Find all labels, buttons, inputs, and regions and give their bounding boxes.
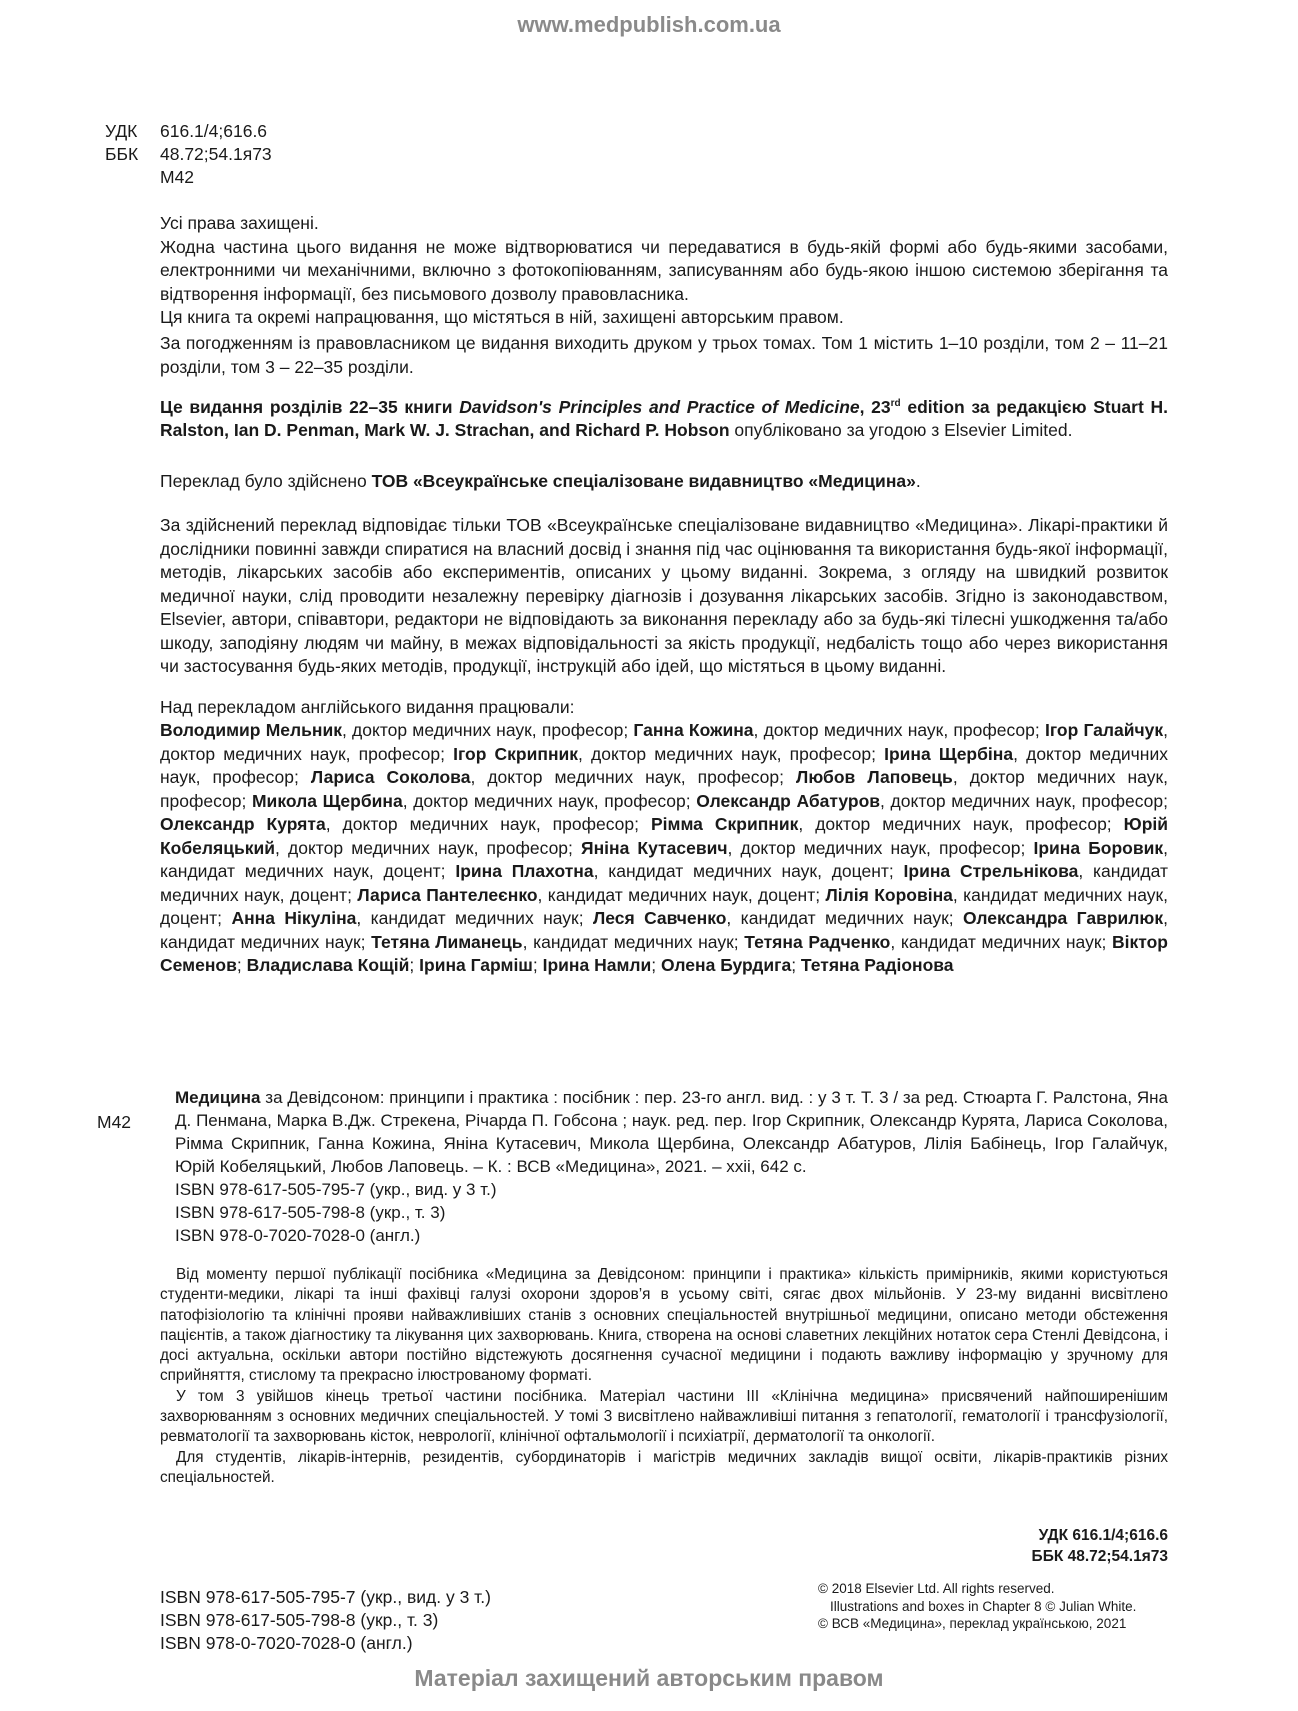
translators-list (160, 719, 1168, 978)
rights-protected: Ця книга та окремі напрацювання, що містяться в ній, захищені авторським правом. (160, 307, 844, 327)
translator-role: , доктор медичних наук, професор; (880, 790, 1168, 811)
translator-name: Лариса Пантелеєнко (357, 884, 538, 905)
translator-name: Анна Нікуліна (231, 908, 357, 928)
translator-role: ; (409, 955, 420, 975)
isbn-line: ISBN 978-617-505-795-7 (укр., вид. у 3 т.) (160, 1587, 491, 1607)
copyright-line: © ВСВ «Медицина», переклад українською, 2021 (818, 1616, 1127, 1631)
translator-name: Микола Щербина (251, 790, 403, 811)
edition-bold-3: edition за редакцією Stuart H. Ralston, Ian D. Penman, Mark W. J. Strachan, and Richard P. Hobson (160, 396, 1168, 441)
translator-role: , кандидат медичних наук; (890, 931, 1113, 952)
translator-role: , доктор медичних наук, професор; (160, 767, 1168, 811)
translator-role: , доктор медичних наук, професор; (798, 814, 1124, 834)
classification-codes (105, 120, 272, 189)
translator-name: Ірина Плахотна (455, 861, 594, 881)
catalog-title: Медицина (175, 1088, 261, 1107)
code-value: 616.1/4;616.6 (160, 121, 268, 141)
translator-role: , кандидат медичних наук; (160, 908, 1169, 952)
edition-rest: опубліковано за угодою з Elsevier Limited. (729, 420, 1073, 441)
translator-name: Леся Савченко (592, 908, 727, 928)
translator-name: Тетяна Радченко (744, 931, 891, 952)
translation-pre: Переклад було здійснено (160, 471, 372, 491)
translation-note (160, 470, 1168, 494)
translator-role: , доктор медичних наук, професор; (727, 837, 1034, 858)
code-key: УДК (105, 121, 138, 141)
translator-role: , доктор медичних наук, професор; (470, 767, 797, 787)
translator-name: Віктор Семенов (160, 931, 1168, 975)
disclaimer-text: За здійснений переклад відповідає тільки ТОВ «Всеукраїнське спеціалізоване видавництво «Медицина». Лікарі-практики й дослідники повинні завжди спиратися на власний досвід і знання під час оцінювання та використання будь-якої інформації, методів, лікарських засобів або експериментів, описаних у цьому виданні. Зокрема, з огляду на швидкий розвиток медичної науки, слід проводити незалежну перевірку діагнозів і дозування лікарських засобів. Згідно із законодавством, Elsevier, автори, співавтори, редактори не відповідають за виконання перекладу або за будь-які тілесні ушкодження та/або шкоду, заподіяну людям чи майну, в межах відповідальності за якість продукції, недбалість тощо або через використання чи застосування будь-яких методів, продукції, інструкцій або ідей, що містяться в цьому виданні. (160, 515, 1168, 676)
annotation (160, 1265, 1168, 1488)
translator-name: Яніна Кутасевич (581, 837, 728, 858)
annotation-paragraph: У том 3 увійшов кінець третьої частини посібника. Матеріал частини ІІІ «Клінічна медицина» присвячений найпоширенішим захворюванням з основних медичних спеціальностей. У томі 3 висвітлено найважливіші питання з гепатології, гематології і трансфузіології, ревматології та захворювань кісток, неврології, клінічної офтальмології і психіатрії, дерматології та онкології. (160, 1387, 1168, 1446)
translator-role: , доктор медичних наук, професор; (275, 837, 582, 858)
translator-role: , доктор медичних наук, професор; (325, 814, 651, 834)
classification-bottom (1032, 1526, 1168, 1567)
watermark-top: www.medpublish.com.ua (517, 12, 781, 37)
translator-name: Ірина Стрельнікова (903, 861, 1079, 881)
translator-name: Олена Бурдига (661, 955, 792, 975)
edition-bold-2: , 23 (859, 396, 891, 417)
edition-sup: rd (890, 398, 901, 409)
edition-bold-1: Це видання розділів 22–35 книги (160, 396, 460, 417)
translator-name: Олександра Гаврилюк (962, 908, 1164, 928)
translator-role: ; (791, 955, 801, 975)
udk-bottom: УДК 616.1/4;616.6 (1038, 1527, 1168, 1544)
translator-name: Ігор Скрипник (453, 743, 579, 764)
translator-name: Лілія Коровіна (825, 884, 953, 905)
volumes-text: За погодженням із правовласником це видання виходить друком у трьох томах. Том 1 містить 1–10 розділи, том 2 – 11–21 розділи, том 3 – 22–35 розділи. (160, 333, 1168, 377)
watermark-bottom: Матеріал захищений авторським правом (414, 1665, 884, 1691)
code-value: М42 (160, 167, 195, 187)
rights-text: Жодна частина цього видання не може відтворюватися чи передаватися в будь-якій формі або будь-якими засобами, електронними чи механічними, включно з фотокопіюванням, записуванням або будь-якою іншою системою зберігання та відтворення інформації, без письмового дозволу правовласника. (160, 236, 1168, 304)
bbk-row (105, 143, 272, 166)
translators-heading-text: Над перекладом англійського видання працювали: (160, 697, 575, 717)
translator-name: Ірина Намли (542, 955, 652, 975)
translation-publisher: ТОВ «Всеукраїнське спеціалізоване видавництво «Медицина» (371, 471, 916, 491)
catalog-code: М42 (97, 1112, 132, 1132)
translator-role: ; (651, 955, 662, 975)
translator-role: , доктор медичних наук, професор; (753, 720, 1045, 740)
translator-role: , кандидат медичних наук; (522, 931, 745, 952)
translator-role: ; (236, 955, 247, 975)
translation-post: . (915, 471, 921, 491)
translator-role: , доктор медичних наук, професор; (160, 720, 1169, 764)
translator-name: Любов Лаповець (796, 767, 953, 787)
copyright-line: Illustrations and boxes in Chapter 8 © Julian White. (830, 1598, 1137, 1614)
translator-name: Ірина Щербіна (884, 743, 1014, 764)
translator-role: , доктор медичних наук, професор; (402, 790, 697, 811)
translator-role: , доктор медичних наук, професор; (160, 743, 1168, 787)
code-key (105, 166, 160, 189)
translator-role: , доктор медичних наук, професор; (578, 743, 885, 764)
translator-name: Владислава Кощій (246, 955, 410, 975)
catalog-isbn: ISBN 978-0-7020-7028-0 (англ.) (175, 1226, 421, 1245)
translator-name: Лариса Соколова (310, 767, 471, 787)
translator-name: Ірина Боровик (1033, 837, 1164, 858)
translator-role: , кандидат медичних наук, доцент; (160, 837, 1168, 881)
copyright-block (818, 1580, 1136, 1633)
translator-role: , кандидат медичних наук; (356, 908, 593, 928)
translator-name: Ганна Кожина (633, 720, 754, 740)
translator-role: , кандидат медичних наук; (726, 908, 963, 928)
translator-name: Олександр Абатуров (696, 790, 881, 811)
book-title: Davidson's Principles and Practice of Medicine (459, 396, 860, 417)
translator-name: Олександр Курята (160, 814, 326, 834)
translator-role: , кандидат медичних наук, доцент; (593, 861, 904, 881)
edition-note (160, 392, 1168, 443)
disclaimer (160, 514, 1168, 679)
translator-role: , кандидат медичних наук, доцент; (160, 861, 1169, 905)
isbn-line: ISBN 978-617-505-798-8 (укр., т. 3) (160, 1610, 439, 1630)
translator-role: , кандидат медичних наук, доцент; (160, 884, 1169, 928)
udk-row (105, 120, 272, 143)
annotation-paragraph: Для студентів, лікарів-інтернів, резидентів, субординаторів і магістрів медичних закладів вищої освіти, лікарів-практиків різних спеціальностей. (160, 1448, 1168, 1486)
translator-name: Юрій Кобеляцький (160, 814, 1168, 858)
translator-name: Рімма Скрипник (650, 814, 799, 834)
translators-heading (160, 696, 1168, 720)
translator-role: , доктор медичних наук, професор; (341, 720, 634, 740)
code-value: 48.72;54.1я73 (160, 144, 272, 164)
rights-block (160, 212, 1168, 330)
bbk-bottom: ББК 48.72;54.1я73 (1031, 1547, 1168, 1565)
catalog-text: за Девідсоном: принципи і практика : посібник : пер. 23-го англ. вид. : у 3 т. Т. 3 / за ред. Стюарта Г. Ралстона, Яна Д. Пенмана, Марка В.Дж. Стрекена, Річарда П. Гобсона ; наук. ред. пер. Ігор Скрипник, Олександр Курята, Лариса Соколова, Рімма Скрипник, Ганна Кожина, Яніна Кутасевич, Микола Щербина, Олександр Абатуров, Лілія Бабінець, Ігор Галайчук, Юрій Кобеляцький, Любов Лаповець. – К. : ВСВ «Медицина», 2021. – xxii, 642 с. (175, 1088, 1168, 1176)
translator-role: ; (532, 955, 543, 975)
translator-name: Тетяна Лиманець (371, 931, 523, 952)
catalog-entry (175, 1086, 1168, 1247)
catalog-isbn: ISBN 978-617-505-795-7 (укр., вид. у 3 т.) (175, 1180, 497, 1199)
isbn-line: ISBN 978-0-7020-7028-0 (англ.) (160, 1633, 413, 1653)
translator-name: Ірина Гарміш (419, 955, 533, 975)
translator-role: , кандидат медичних наук, доцент; (537, 884, 826, 905)
code-key: ББК (105, 144, 139, 164)
isbn-bottom (160, 1586, 491, 1655)
translators-paragraph (160, 719, 1168, 978)
author-mark-row (105, 166, 272, 189)
volumes-note (160, 332, 1168, 379)
translator-name: Ігор Галайчук (1044, 720, 1164, 740)
translator-name: Володимир Мельник (160, 720, 342, 740)
annotation-paragraph: Від моменту першої публікації посібника «Медицина за Девідсоном: принципи і практика» кількість примірників, якими користуються студенти-медики, лікарі та інші фахівці галузі охорони здоров’я в усьому світі, сягає двох мільйонів. У 23-му виданні висвітлено патофізіологію та клінічні прояви найважливіших станів з основних спеціальностей внутрішньої медицини, описано методи обстеження пацієнтів, а також діагностику та лікування цих захворювань. Книга, створена на основі славетних лекційних нотаток сера Стенлі Девідсона, і досі актуальна, оскільки автори постійно відстежують досягнення сучасної медицини і подають важливу інформацію у зручному для сприйняття, стислому та прекрасно ілюстрованому форматі. (160, 1266, 1168, 1385)
copyright-line: © 2018 Elsevier Ltd. All rights reserved. (818, 1581, 1055, 1596)
catalog-isbn: ISBN 978-617-505-798-8 (укр., т. 3) (175, 1203, 446, 1222)
translator-name: Тетяна Радіонова (800, 955, 954, 975)
rights-title: Усі права захищені. (160, 213, 319, 233)
